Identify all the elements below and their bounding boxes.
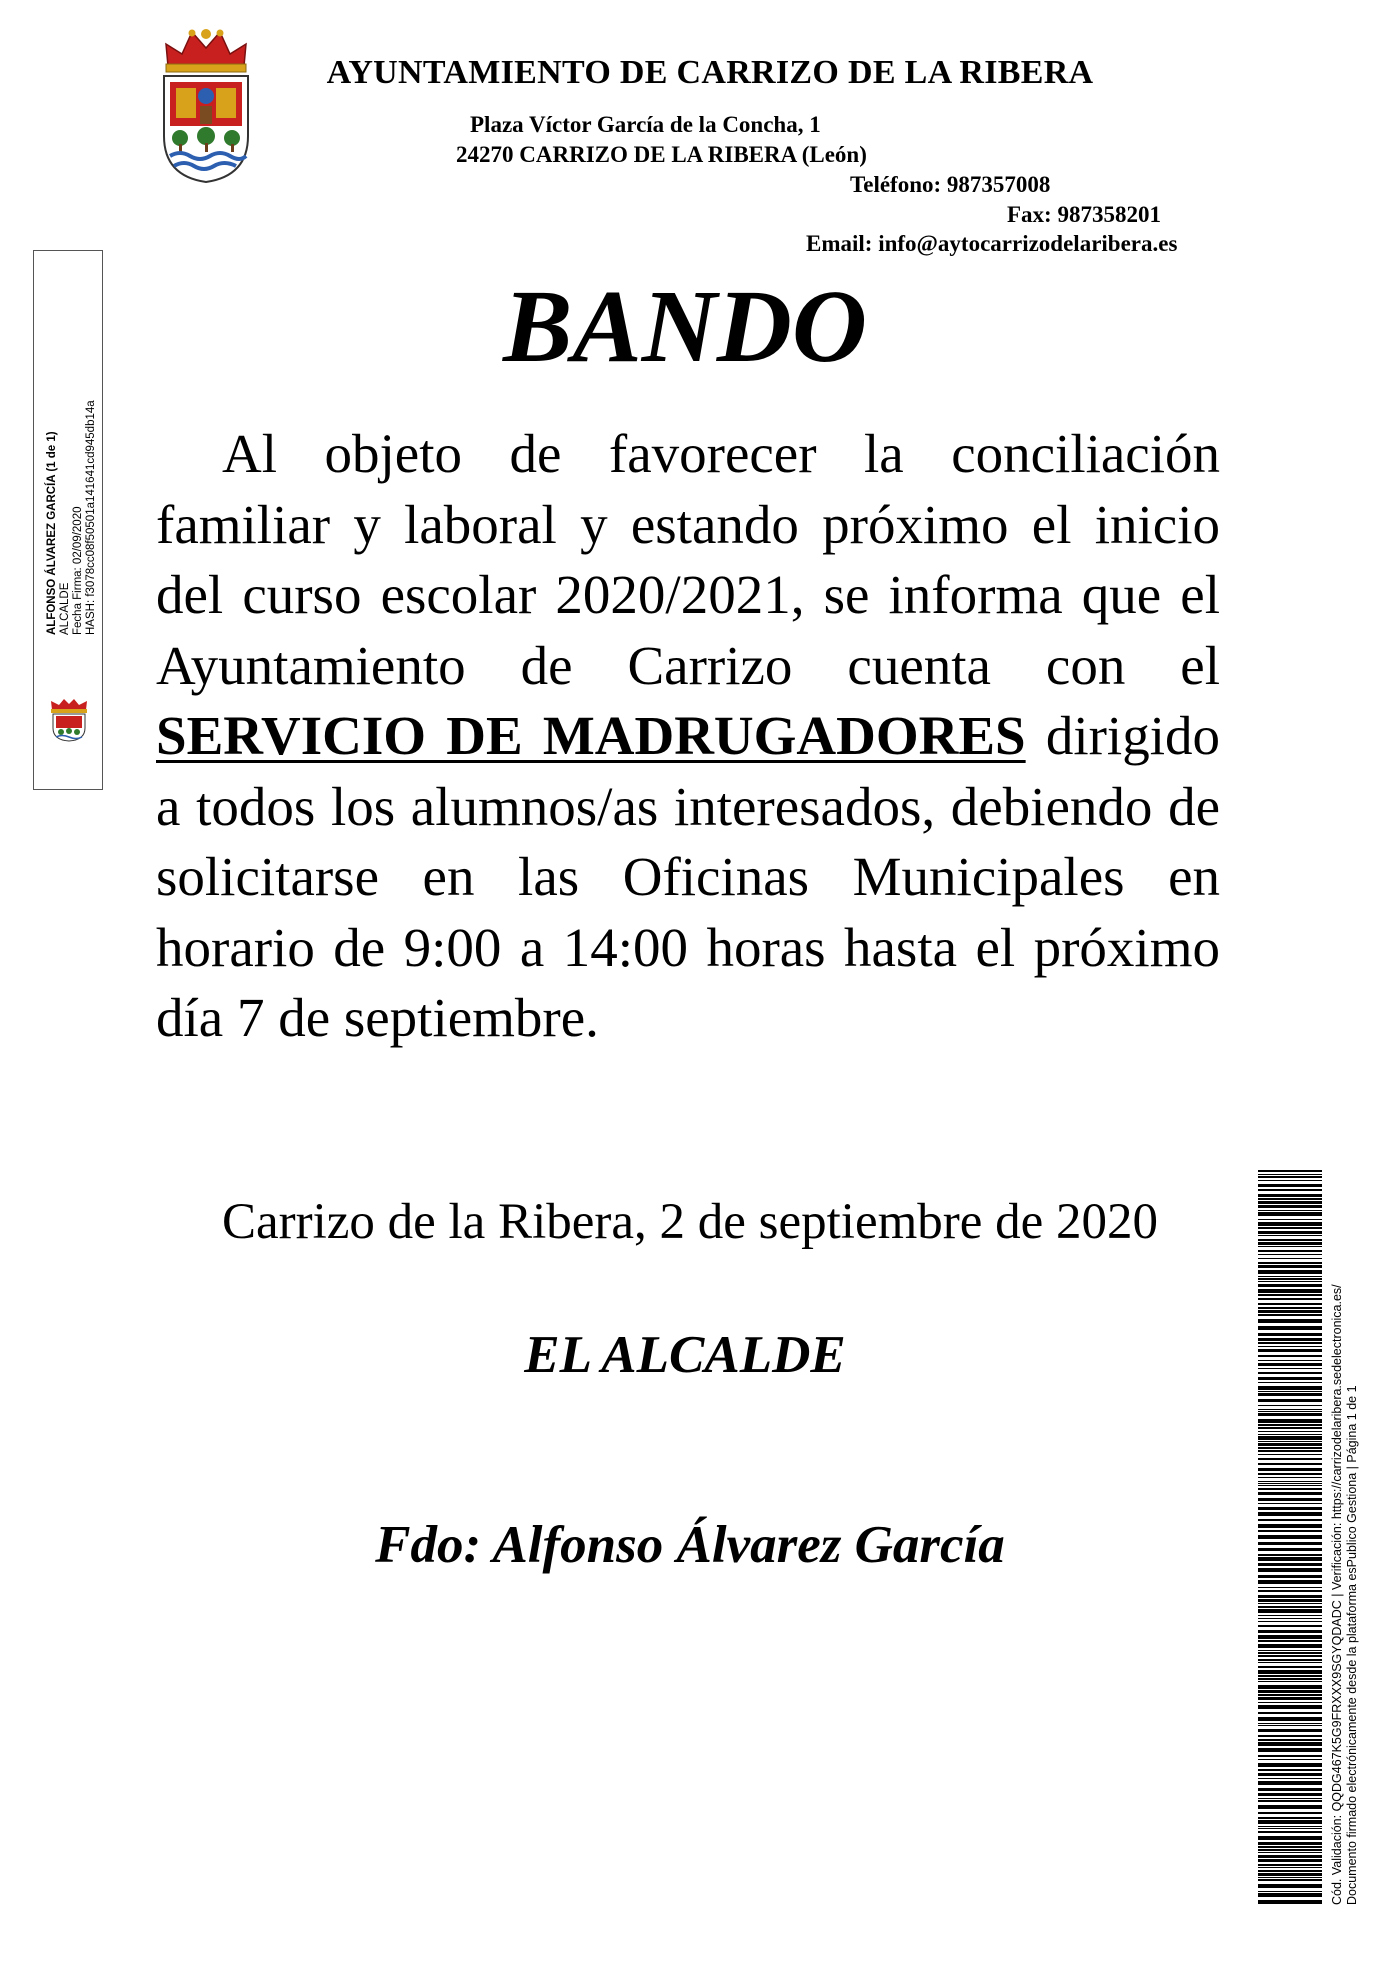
validation-line2: Documento firmado electrónicamente desde la plataforma esPublico Gestiona | Página 1 de 1 <box>1345 1385 1359 1905</box>
place-date: Carrizo de la Ribera, 2 de septiembre de 2020 <box>221 1194 1159 1250</box>
signed-by: Fdo: Alfonso Álvarez García <box>375 1516 1005 1574</box>
body-text-before: Al objeto de favorecer la conciliación familiar y laboral y estando próximo el inicio del curso escolar 2020/2021, se informa que el Ayuntamiento de Carrizo cuenta con el <box>156 423 1220 696</box>
signature-text <box>38 201 98 641</box>
signature-hash: HASH: f3078cc08f50501a141641cd945db14a <box>85 400 97 635</box>
document-body <box>156 419 1220 1054</box>
header-phone: Teléfono: 987357008 <box>850 172 1051 197</box>
document-title: BANDO <box>502 269 868 384</box>
body-text-after: dirigido a todos los alumnos/as interesados, debiendo de solicitarse en las Oficinas Municipales en horario de 9:00 a 14:00 horas hasta el próximo día 7 de septiembre. <box>156 705 1220 1048</box>
signature-strip <box>33 250 103 790</box>
signature-role: ALCALDE <box>59 582 71 635</box>
header-title: AYUNTAMIENTO DE CARRIZO DE LA RIBERA <box>326 54 1094 91</box>
signature-date: Fecha Firma: 02/09/2020 <box>72 506 84 635</box>
signature-signer: ALFONSO ÁLVAREZ GARCÍA (1 de 1) <box>46 431 58 635</box>
signer-role: EL ALCALDE <box>524 1326 846 1384</box>
municipal-crest-icon <box>158 26 254 184</box>
header-fax: Fax: 987358201 <box>1007 202 1161 227</box>
barcode-icon <box>1258 1170 1322 1905</box>
header-address-line2: 24270 CARRIZO DE LA RIBERA (León) <box>456 142 867 167</box>
validation-text <box>1330 1170 1370 1905</box>
validation-line1: Cód. Validación: QQDG467K5G9FRXXX9SGYQDADC | Verificación: https://carrizodelaribera.sedelectronica.es/ <box>1330 1284 1344 1905</box>
small-crest-icon <box>48 698 90 742</box>
header-email: Email: info@aytocarrizodelaribera.es <box>806 231 1178 256</box>
header-address-line1: Plaza Víctor García de la Concha, 1 <box>470 112 821 137</box>
service-name: SERVICIO DE MADRUGADORES <box>156 705 1026 766</box>
